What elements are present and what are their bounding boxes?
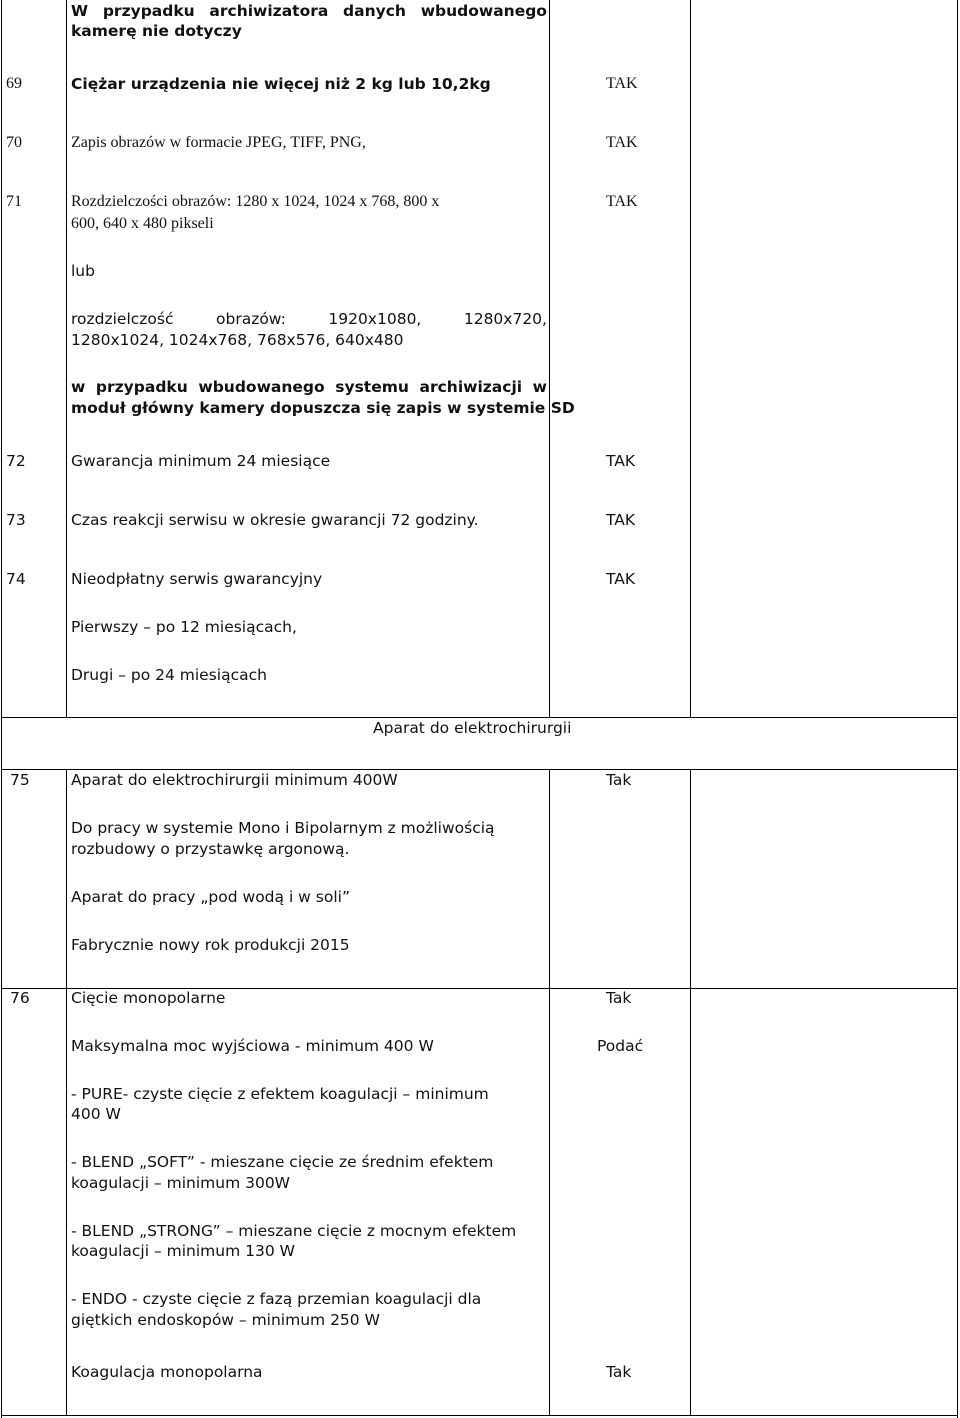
row-number: 71 — [6, 193, 22, 210]
endo-mode-line-2: giętkich endoskopów – minimum 250 W — [71, 1311, 380, 1329]
row-description: Koagulacja monopolarna — [71, 1363, 263, 1381]
row-description: Rozdzielczości obrazów: 1280 x 1024, 1024 x 768, 800 x — [71, 193, 440, 210]
word: 1280x720, — [463, 310, 547, 328]
row-number: 70 — [6, 134, 22, 151]
row-value: TAK — [606, 570, 636, 588]
archiving-note-line-1 — [71, 377, 547, 398]
row-number: 73 — [6, 511, 26, 529]
row-value: TAK — [606, 193, 638, 210]
column-divider-desc — [549, 769, 550, 1416]
underwater-text: Aparat do pracy „pod wodą i w soli” — [71, 888, 350, 906]
mono-bipolar-line-2: rozbudowy o przystawkę argonową. — [71, 840, 350, 858]
table-border-left — [1, 0, 2, 1418]
row-value: Tak — [606, 771, 632, 789]
column-divider-num — [66, 769, 67, 1416]
table-border-right — [957, 0, 958, 1418]
max-power-value: Podać — [597, 1037, 644, 1055]
service-first: Pierwszy – po 12 miesiącach, — [71, 618, 297, 636]
row-value: Tak — [606, 1363, 632, 1381]
endo-mode-line-1: - ENDO - czyste cięcie z fazą przemian koagulacji dla — [71, 1290, 482, 1308]
word: danych — [343, 2, 406, 20]
service-second: Drugi – po 24 miesiącach — [71, 666, 267, 684]
column-divider-val — [690, 769, 691, 1416]
blend-strong-line-2: koagulacji – minimum 130 W — [71, 1242, 295, 1260]
row-number: 69 — [6, 75, 22, 92]
row-description: 600, 640 x 480 pikseli — [71, 215, 214, 232]
row-value: TAK — [606, 452, 636, 470]
row-description: Aparat do elektrochirurgii minimum 400W — [71, 771, 398, 789]
word: wbudowanego — [420, 2, 547, 20]
word: wbudowanego — [198, 378, 325, 396]
max-power-text: Maksymalna moc wyjściowa - minimum 400 W — [71, 1037, 434, 1055]
row-divider — [1, 1415, 958, 1416]
word: przypadku — [95, 378, 188, 396]
word: archiwizacji — [419, 378, 523, 396]
word: obrazów: — [216, 310, 286, 328]
word: systemu — [335, 378, 409, 396]
row-description: Cięcie monopolarne — [71, 989, 226, 1007]
row-number: 75 — [10, 771, 30, 789]
column-divider-desc — [549, 0, 550, 718]
section-heading: Aparat do elektrochirurgii — [373, 719, 572, 737]
pure-mode-line-2: 400 W — [71, 1105, 121, 1123]
column-divider-num — [66, 0, 67, 718]
factory-new-text: Fabrycznie nowy rok produkcji 2015 — [71, 936, 350, 954]
word: 1920x1080, — [328, 310, 422, 328]
word: w — [71, 378, 86, 396]
row-description: Zapis obrazów w formacie JPEG, TIFF, PNG, — [71, 134, 366, 151]
row-number: 72 — [6, 452, 26, 470]
row-description: Gwarancja minimum 24 miesiące — [71, 452, 331, 470]
word: archiwizatora — [209, 2, 329, 20]
row-value: Tak — [606, 989, 632, 1007]
continuation-line-2: kamerę nie dotyczy — [71, 22, 242, 40]
row-value: TAK — [606, 511, 636, 529]
alt-resolution-line-1 — [71, 309, 547, 330]
row-number: 74 — [6, 570, 26, 588]
word: W — [71, 2, 89, 20]
word: rozdzielczość — [71, 310, 174, 328]
word: przypadku — [102, 2, 195, 20]
row-value: TAK — [606, 75, 638, 92]
row-description: Ciężar urządzenia nie więcej niż 2 kg lub 10,2kg — [71, 75, 491, 93]
blend-soft-line-1: - BLEND „SOFT” - mieszane cięcie ze średnim efektem — [71, 1153, 494, 1171]
row-description: Czas reakcji serwisu w okresie gwarancji 72 godziny. — [71, 511, 479, 529]
continuation-line-1 — [71, 1, 547, 22]
row-description: Nieodpłatny serwis gwarancyjny — [71, 570, 323, 588]
row-number: 76 — [10, 989, 30, 1007]
row-value: TAK — [606, 134, 638, 151]
alt-resolution-line-2: 1280x1024, 1024x768, 768x576, 640x480 — [71, 331, 404, 349]
blend-strong-line-1: - BLEND „STRONG” – mieszane cięcie z mocnym efektem — [71, 1222, 517, 1240]
pure-mode-line-1: - PURE- czyste cięcie z efektem koagulacji – minimum — [71, 1085, 489, 1103]
or-text: lub — [71, 262, 95, 280]
blend-soft-line-2: koagulacji – minimum 300W — [71, 1174, 291, 1192]
archiving-note-line-2: moduł główny kamery dopuszcza się zapis w systemie SD — [71, 399, 575, 417]
word: w — [532, 378, 547, 396]
mono-bipolar-line-1: Do pracy w systemie Mono i Bipolarnym z możliwością — [71, 819, 495, 837]
column-divider-val — [690, 0, 691, 718]
